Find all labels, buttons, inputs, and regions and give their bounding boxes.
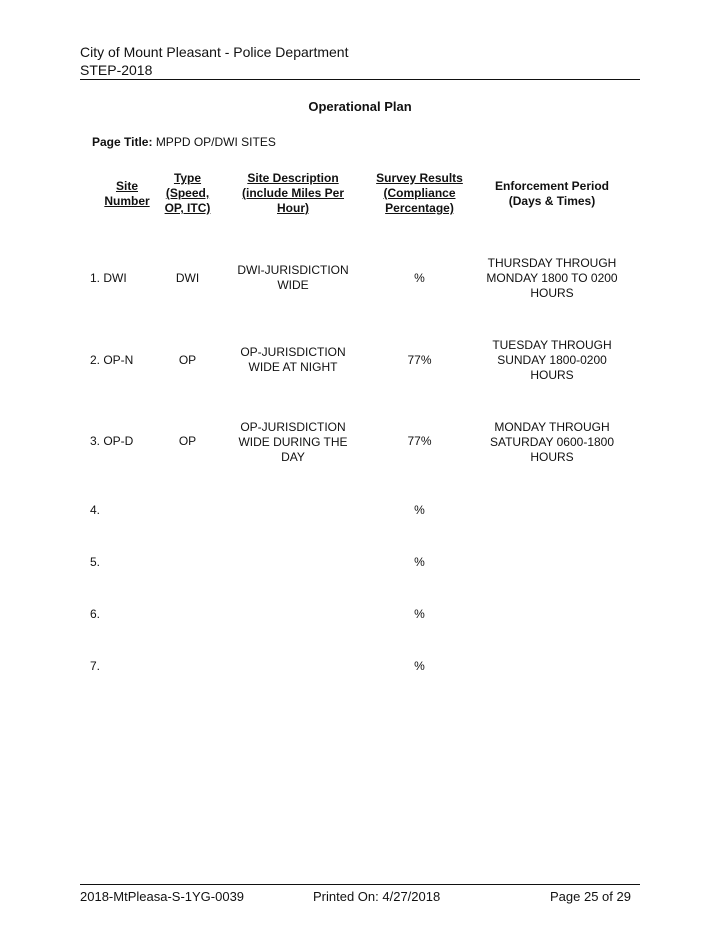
header-program: STEP-2018 xyxy=(80,62,153,78)
row-2-site: 2. OP-N xyxy=(90,353,134,367)
col-enforcement-period: Enforcement Period (Days & Times) xyxy=(494,179,610,208)
row-5-site: 5. xyxy=(90,555,101,569)
footer-printed-date: Printed On: 4/27/2018 xyxy=(313,889,441,904)
row-3-description: OP-JURISDICTION WIDE DURING THE DAY xyxy=(238,420,348,464)
row-2-survey: 77% xyxy=(407,353,432,367)
row-1-description: DWI-JURISDICTION WIDE xyxy=(237,263,349,292)
plan-title: Operational Plan xyxy=(308,99,412,114)
page-title xyxy=(92,135,276,149)
row-5-survey: % xyxy=(414,555,425,569)
row-3-period: MONDAY THROUGH SATURDAY 0600-1800 HOURS xyxy=(489,420,615,464)
col-site-description: Site Description (include Miles Per Hour) xyxy=(241,171,345,215)
footer-doc-id: 2018-MtPleasa-S-1YG-0039 xyxy=(80,889,245,904)
page-title-value: MPPD OP/DWI SITES xyxy=(155,135,276,149)
col-survey-results: Survey Results (Compliance Percentage) xyxy=(376,171,463,215)
col-site-number: Site Number xyxy=(104,179,150,208)
footer-page-number: Page 25 of 29 xyxy=(550,889,631,904)
row-6-site: 6. xyxy=(90,607,101,621)
row-2-description: OP-JURISDICTION WIDE AT NIGHT xyxy=(240,345,346,374)
row-3-site: 3. OP-D xyxy=(90,434,134,448)
row-1-site: 1. DWI xyxy=(90,271,127,285)
row-3-type: OP xyxy=(178,434,197,448)
row-7-survey: % xyxy=(414,659,425,673)
row-1-type: DWI xyxy=(175,271,200,285)
row-2-type: OP xyxy=(178,353,197,367)
row-2-period: TUESDAY THROUGH SUNDAY 1800-0200 HOURS xyxy=(492,338,612,382)
row-4-survey: % xyxy=(414,503,425,517)
row-4-site: 4. xyxy=(90,503,101,517)
footer-rule xyxy=(80,884,640,885)
row-3-survey: 77% xyxy=(407,434,432,448)
row-1-period: THURSDAY THROUGH MONDAY 1800 TO 0200 HOURS xyxy=(486,256,618,300)
header-org: City of Mount Pleasant - Police Department xyxy=(80,44,349,60)
row-6-survey: % xyxy=(414,607,425,621)
header-rule xyxy=(80,79,640,80)
col-type: Type (Speed, OP, ITC) xyxy=(164,171,211,215)
row-1-survey: % xyxy=(414,271,425,285)
page-title-label: Page Title: xyxy=(92,135,153,149)
row-7-site: 7. xyxy=(90,659,101,673)
